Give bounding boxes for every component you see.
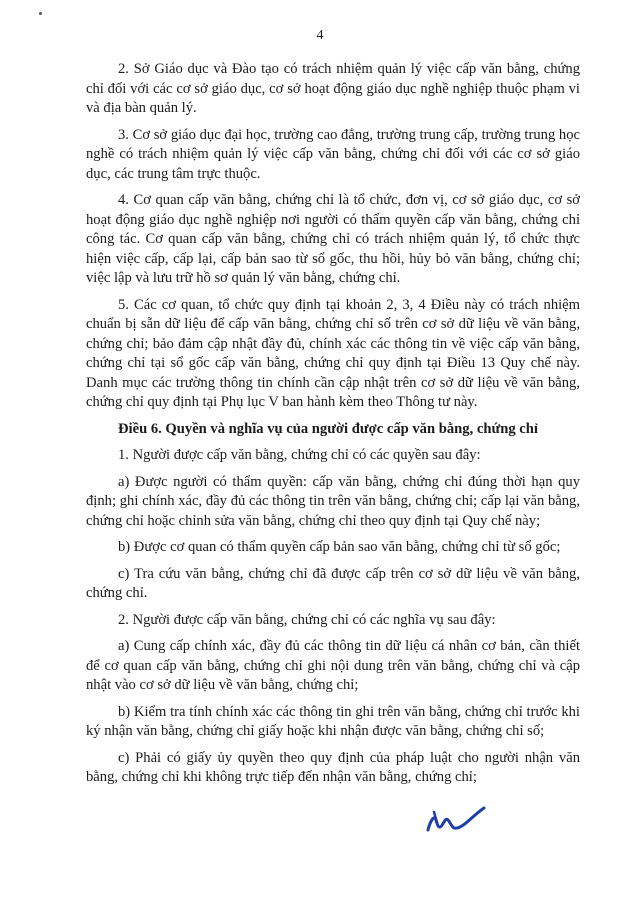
document-body	[86, 60, 580, 795]
paragraph-duties-a: a) Cung cấp chính xác, đầy đủ các thông tin dữ liệu cá nhân cơ bản, cần thiết để cơ quan cấp văn bằng, chứng chỉ ghi nội dung trên văn bằng, chứng chỉ và cập nhật vào cơ sở dữ liệu về văn bằng, chứng chỉ;	[86, 638, 580, 693]
paragraph-duties-b: b) Kiểm tra tính chính xác các thông tin ghi trên văn bằng, chứng chỉ trước khi ký nhận văn bằng, chứng chỉ giấy hoặc khi nhận được văn bằng, chứng chỉ số;	[86, 703, 580, 739]
paragraph-clause-4: 4. Cơ quan cấp văn bằng, chứng chỉ là tổ chức, đơn vị, cơ sở giáo dục, cơ sở hoạt động giáo dục nghề nghiệp nơi người có thẩm quyền cấp văn bằng, chứng chỉ công tác. Cơ quan cấp văn bằng, chứng chỉ có trách nhiệm quản lý, tổ chức thực hiện việc cấp, cấp lại, cấp bản sao từ sổ gốc, thu hồi, hủy bỏ văn bằng, chứng chỉ; việc lập và lưu trữ hồ sơ quản lý văn bằng, chứng chỉ.	[86, 192, 580, 286]
paragraph-clause-5: 5. Các cơ quan, tổ chức quy định tại khoản 2, 3, 4 Điều này có trách nhiệm chuẩn bị sẵn dữ liệu để cấp văn bằng, chứng chỉ số trên cơ sở dữ liệu về văn bằng, chứng chỉ; bảo đảm cập nhật đầy đủ, chính xác các thông tin về việc cấp văn bằng, chứng chỉ tại sổ gốc cấp văn bằng, chứng chỉ quy định tại Điều 13 Quy chế này. Danh mục các trường thông tin chính cần cập nhật trên cơ sở dữ liệu về văn bằng, chứng chỉ quy định tại Phụ lục V ban hành kèm theo Thông tư này.	[86, 296, 580, 410]
paragraph-clause-3: 3. Cơ sở giáo dục đại học, trường cao đẳng, trường trung cấp, trường trung học nghề có trách nhiệm quản lý việc cấp văn bằng, chứng chỉ đối với các cơ sở giáo dục, các trung tâm trực thuộc.	[86, 126, 580, 182]
paragraph-rights-a: a) Được người có thẩm quyền: cấp văn bằng, chứng chỉ đúng thời hạn quy định; ghi chính xác, đầy đủ các thông tin trên văn bằng, chứng chỉ; cấp lại văn bằng, chứng chỉ hoặc chỉnh sửa văn bằng, chứng chỉ theo quy định tại Quy chế này;	[86, 473, 580, 529]
page-number: 4	[316, 28, 324, 43]
paragraph-clause-2: 2. Sở Giáo dục và Đào tạo có trách nhiệm quản lý việc cấp văn bằng, chứng chỉ đối với các cơ sở giáo dục, cơ sở hoạt động giáo dục nghề nghiệp thuộc phạm vi và địa bàn quản lý.	[86, 61, 580, 116]
paragraph-duties-intro: 2. Người được cấp văn bằng, chứng chỉ có các nghĩa vụ sau đây:	[118, 611, 496, 628]
paragraph-rights-c: c) Tra cứu văn bằng, chứng chỉ đã được cấp trên cơ sở dữ liệu về văn bằng, chứng chỉ.	[86, 565, 580, 601]
paragraph-rights-b: b) Được cơ quan có thẩm quyền cấp bản sao văn bằng, chứng chỉ từ sổ gốc;	[118, 539, 561, 555]
article-6-heading: Điều 6. Quyền và nghĩa vụ của người được cấp văn bằng, chứng chỉ	[118, 420, 538, 437]
paragraph-duties-c: c) Phải có giấy ủy quyền theo quy định của pháp luật cho người nhận văn bằng, chứng chỉ khi không trực tiếp đến nhận văn bằng, chứng chỉ;	[86, 749, 580, 785]
initial-signature	[420, 800, 490, 840]
scan-dot	[39, 12, 42, 15]
paragraph-rights-intro: 1. Người được cấp văn bằng, chứng chỉ có các quyền sau đây:	[118, 447, 481, 463]
